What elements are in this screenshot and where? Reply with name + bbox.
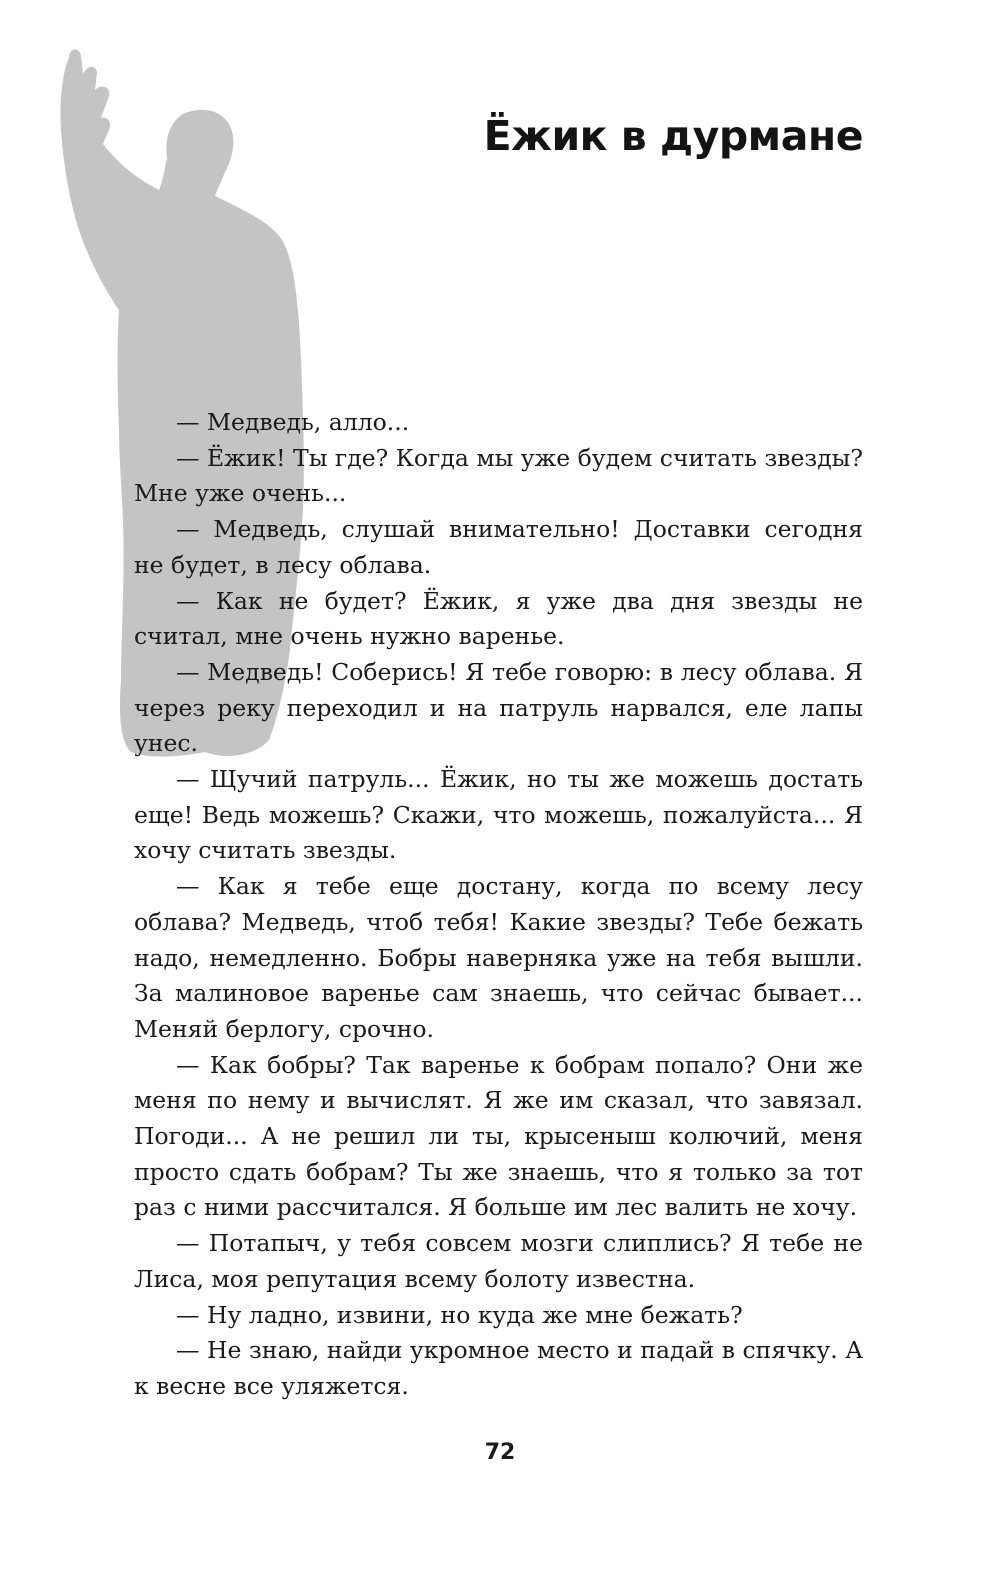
dialogue-paragraph: — Ёжик! Ты где? Когда мы уже будем считать звезды? Мне уже очень... bbox=[134, 443, 863, 508]
dialogue-paragraph: — Медведь, слушай внимательно! Доставки сегодня не будет, в лесу облава. bbox=[134, 515, 863, 579]
page-number: 72 bbox=[484, 1440, 516, 1465]
dialogue-paragraph: — Медведь, алло... bbox=[176, 408, 410, 436]
dialogue-paragraph: — Как бобры? Так варенье к бобрам попало? Они же меня по нему и вычислят. Я же им сказал, что завязал. Погоди... А не решил ли ты, крысеныш колючий, меня просто сдать бобрам? Ты же знаешь, что я только за тот раз с ними рассчитался. Я больше им лес валить не хочу. bbox=[134, 1050, 863, 1222]
dialogue-paragraph: — Ну ладно, извини, но куда же мне бежать? bbox=[176, 1300, 743, 1329]
dialogue-paragraph: — Как не будет? Ёжик, я уже два дня звезды не считал, мне очень нужно варенье. bbox=[134, 586, 863, 651]
dialogue-paragraph: — Медведь! Соберись! Я тебе говорю: в лесу облава. Я через реку переходил и на патруль нарвался, еле лапы унес. bbox=[134, 657, 863, 758]
chapter-text bbox=[134, 405, 863, 1405]
dialogue-paragraph: — Как я тебе еще достану, когда по всему лесу облава? Медведь, чтоб тебя! Какие звезды? Тебе бежать надо, немедленно. Бобры наверняка уже на тебя вышли. За малиновое варенье сам знаешь, что сейчас бывает... Меняй берлогу, срочно. bbox=[134, 872, 863, 1043]
dialogue-paragraph: — Не знаю, найди укромное место и падай в спячку. А к весне все уляжется. bbox=[134, 1336, 863, 1400]
dialogue-paragraph: — Щучий патруль... Ёжик, но ты же можешь достать еще! Ведь можешь? Скажи, что можешь, пожалуйста... Я хочу считать звезды. bbox=[134, 765, 863, 865]
dialogue-paragraph: — Потапыч, у тебя совсем мозги слиплись? Я тебе не Лиса, моя репутация всему болоту известна. bbox=[134, 1229, 863, 1293]
chapter-title: Ёжик в дурмане bbox=[483, 112, 863, 160]
